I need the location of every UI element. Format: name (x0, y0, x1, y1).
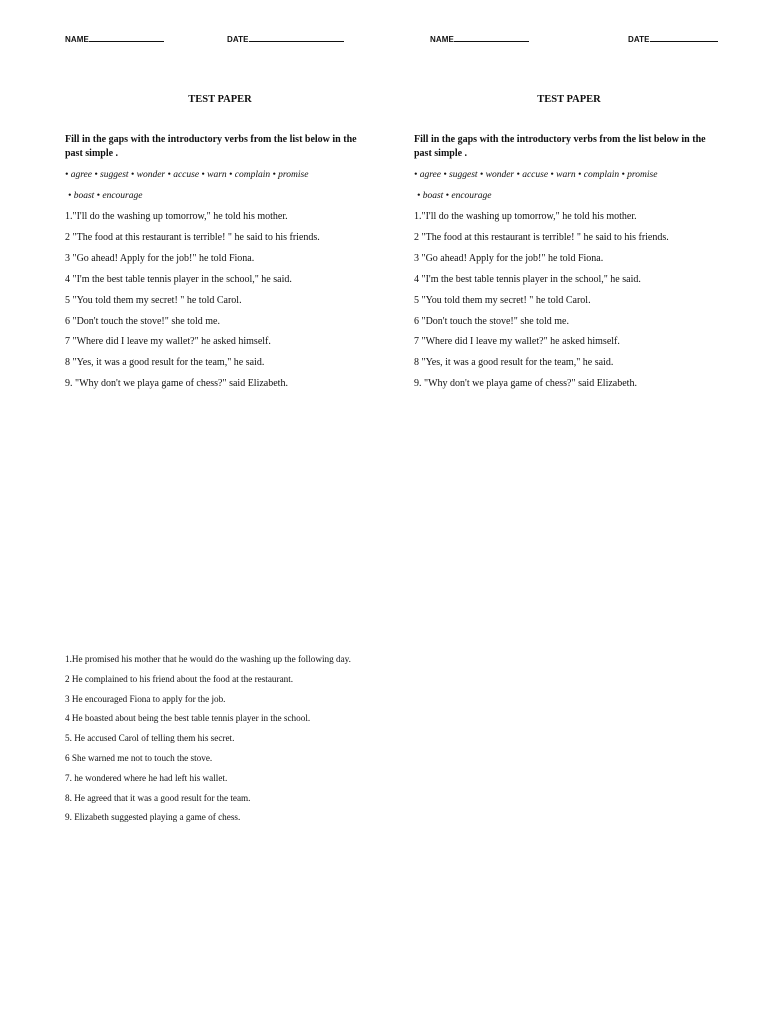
answer-line: 9. Elizabeth suggested playing a game of chess. (65, 812, 241, 823)
answer-line: 2 He complained to his friend about the food at the restaurant. (65, 673, 294, 684)
left-page-title: TEST PAPER (188, 94, 252, 105)
right-name-blank (454, 34, 529, 42)
right-date-field (628, 34, 718, 44)
answer-line: 7. he wondered where he had left his wallet. (65, 772, 228, 783)
right-page-title: TEST PAPER (537, 94, 601, 105)
left-name-label: NAME (65, 35, 89, 44)
answer-line: 4 He boasted about being the best table tennis player in the school. (65, 713, 311, 724)
left-instruction: Fill in the gaps with the introductory verbs from the list below in the past simple . (65, 134, 357, 159)
right-question: 6 "Don't touch the stove!" she told me. (414, 315, 569, 327)
left-question: 5 "You told them my secret! " he told Carol. (65, 294, 242, 306)
right-test-column (414, 93, 724, 395)
left-verb-list-line-1: • agree • suggest • wonder • accuse • warn • complain • promise (65, 170, 309, 180)
right-name-label: NAME (430, 35, 454, 44)
right-question: 1."I'll do the washing up tomorrow," he told his mother. (414, 211, 637, 222)
right-verb-list-line-2: • boast • encourage (417, 191, 492, 201)
right-question: 5 "You told them my secret! " he told Carol. (414, 294, 591, 306)
left-verb-list-line-2: • boast • encourage (68, 191, 143, 201)
right-question: 9. "Why don't we playa game of chess?" said Elizabeth. (414, 378, 637, 390)
right-question: 8 "Yes, it was a good result for the team," he said. (414, 357, 614, 369)
right-question: 7 "Where did I leave my wallet?" he asked himself. (414, 336, 620, 348)
left-name-field (65, 34, 164, 44)
right-date-blank (650, 34, 718, 42)
right-question: 2 "The food at this restaurant is terrible! " he said to his friends. (414, 231, 669, 243)
right-question: 3 "Go ahead! Apply for the job!" he told Fiona. (414, 252, 604, 264)
answer-line: 6 She warned me not to touch the stove. (65, 752, 213, 763)
left-date-label: DATE (227, 35, 249, 44)
right-verb-list-line-1: • agree • suggest • wonder • accuse • warn • complain • promise (414, 170, 658, 180)
left-question: 7 "Where did I leave my wallet?" he asked himself. (65, 336, 271, 348)
left-date-blank (249, 34, 344, 42)
left-date-field (227, 34, 344, 44)
left-question: 2 "The food at this restaurant is terrible! " he said to his friends. (65, 231, 320, 243)
left-name-blank (89, 34, 164, 42)
answer-line: 3 He encouraged Fiona to apply for the job. (65, 693, 226, 704)
right-instruction: Fill in the gaps with the introductory verbs from the list below in the past simple . (414, 134, 706, 159)
answer-line: 1.He promised his mother that he would do the washing up the following day. (65, 654, 351, 664)
answer-key (65, 650, 565, 828)
left-question: 6 "Don't touch the stove!" she told me. (65, 315, 220, 327)
left-question: 8 "Yes, it was a good result for the team," he said. (65, 357, 265, 369)
left-question: 3 "Go ahead! Apply for the job!" he told Fiona. (65, 252, 255, 264)
answer-line: 5. He accused Carol of telling them his secret. (65, 733, 235, 744)
right-question: 4 "I'm the best table tennis player in the school," he said. (414, 273, 641, 285)
left-test-column (65, 93, 375, 395)
answer-line: 8. He agreed that it was a good result for the team. (65, 792, 251, 803)
left-question: 1."I'll do the washing up tomorrow," he told his mother. (65, 211, 288, 222)
left-question: 4 "I'm the best table tennis player in the school," he said. (65, 273, 292, 285)
right-name-field (430, 34, 529, 44)
left-question: 9. "Why don't we playa game of chess?" said Elizabeth. (65, 378, 288, 390)
right-date-label: DATE (628, 35, 650, 44)
